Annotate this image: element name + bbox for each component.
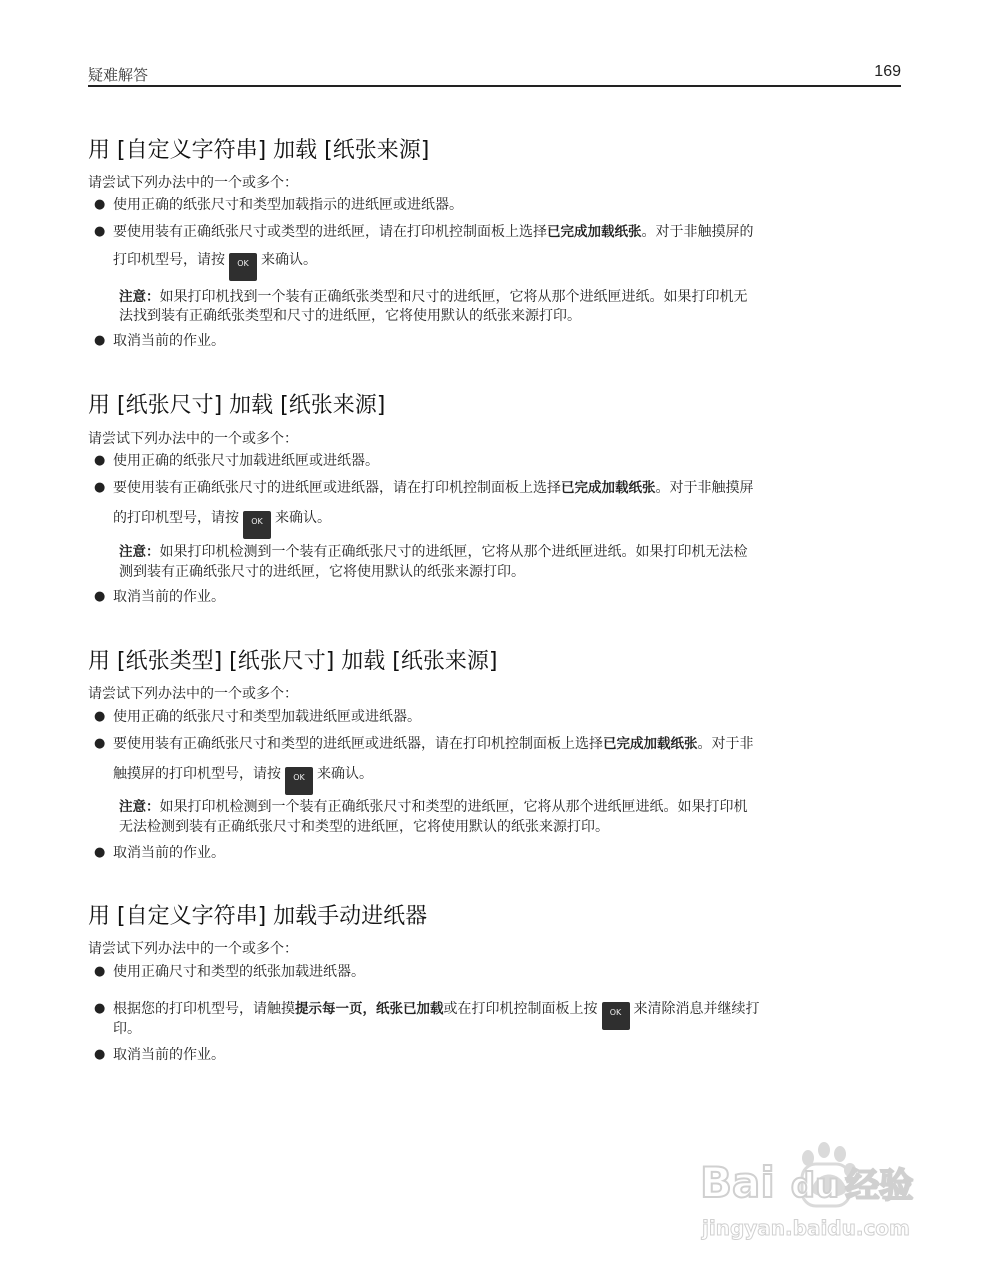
watermark-brand-du: du <box>790 1166 840 1206</box>
bullet: ● <box>94 333 106 348</box>
list-item-text: 根据您的打印机型号，请触摸 <box>113 1001 295 1017</box>
list-item-text: 来确认。 <box>317 766 373 782</box>
ok-button-icon: OK <box>285 767 313 795</box>
section-intro: 请尝试下列办法中的一个或多个： <box>88 175 298 191</box>
note-label: 注意： <box>119 544 160 560</box>
note-text: 如果打印机检测到一个装有正确纸张尺寸和类型的进纸匣，它将从那个进纸匣进纸。如果打印机 <box>159 799 748 815</box>
list-item-text: 来确认。 <box>275 510 331 526</box>
running-header-title: 疑难解答 <box>88 66 149 84</box>
watermark-suffix: 经验 <box>845 1166 914 1206</box>
section-intro: 请尝试下列办法中的一个或多个： <box>88 686 298 702</box>
ui-option-label: 提示每一页，纸张已加载 <box>295 1001 444 1017</box>
list-item-text: 印。 <box>113 1021 141 1037</box>
list-item-text: 要使用装有正确纸张尺寸和类型的进纸匣或进纸器，请在打印机控制面板上选择 <box>113 736 603 752</box>
section-intro: 请尝试下列办法中的一个或多个： <box>88 941 298 957</box>
bullet: ● <box>94 224 106 239</box>
list-item-text: 要使用装有正确纸张尺寸或类型的进纸匣，请在打印机控制面板上选择 <box>113 224 547 240</box>
list-item-text: 。对于非 <box>697 736 754 752</box>
ui-option-label: 已完成加载纸张 <box>603 736 698 752</box>
list-item-text: 来清除消息并继续打 <box>633 1001 760 1017</box>
list-item-text: 。对于非触摸屏的 <box>641 224 754 240</box>
list-item-text: 取消当前的作业。 <box>113 1047 225 1063</box>
list-item-text: 使用正确的纸张尺寸加载进纸匣或进纸器。 <box>113 453 379 469</box>
bullet: ● <box>94 453 106 468</box>
note-text: 如果打印机找到一个装有正确纸张类型和尺寸的进纸匣，它将从那个进纸匣进纸。如果打印机无 <box>159 289 748 305</box>
header-rule <box>88 85 901 87</box>
list-item-text: 或在打印机控制面板上按 <box>443 1001 598 1017</box>
list-item-text: 的打印机型号，请按 <box>113 510 239 526</box>
list-item-text: 使用正确的纸张尺寸和类型加载进纸匣或进纸器。 <box>113 709 421 725</box>
ok-button-icon: OK <box>229 253 257 281</box>
list-item-text: 。对于非触摸屏 <box>655 480 754 496</box>
bullet: ● <box>94 1047 106 1062</box>
note-label: 注意： <box>119 799 160 815</box>
bullet: ● <box>94 1001 106 1016</box>
bullet: ● <box>94 589 106 604</box>
watermark-url: jingyan.baidu.com <box>702 1216 910 1240</box>
list-item-text: 取消当前的作业。 <box>113 333 225 349</box>
bullet: ● <box>94 480 106 495</box>
note-text: 测到装有正确纸张尺寸的进纸匣，它将使用默认的纸张来源打印。 <box>119 564 525 580</box>
watermark-brand: Bai <box>700 1158 775 1207</box>
note-text: 无法检测到装有正确纸张尺寸和类型的进纸匣，它将使用默认的纸张来源打印。 <box>119 819 609 835</box>
ok-button-icon: OK <box>602 1002 630 1030</box>
section-title: 用 [纸张尺寸] 加载 [纸张来源] <box>88 393 386 418</box>
ui-option-label: 已完成加载纸张 <box>547 224 642 240</box>
note-label: 注意： <box>119 289 160 305</box>
baidu-jingyan-watermark <box>700 1140 930 1260</box>
list-item-text: 使用正确的纸张尺寸和类型加载指示的进纸匣或进纸器。 <box>113 197 463 213</box>
bullet: ● <box>94 709 106 724</box>
page-number: 169 <box>874 63 901 80</box>
list-item-text: 触摸屏的打印机型号，请按 <box>113 766 281 782</box>
section-intro: 请尝试下列办法中的一个或多个： <box>88 431 298 447</box>
list-item-text: 取消当前的作业。 <box>113 845 225 861</box>
section-title: 用 [纸张类型] [纸张尺寸] 加载 [纸张来源] <box>88 649 498 674</box>
list-item-text: 来确认。 <box>261 252 317 268</box>
section-title: 用 [自定义字符串] 加载 [纸张来源] <box>88 138 430 163</box>
note-text: 如果打印机检测到一个装有正确纸张尺寸的进纸匣，它将从那个进纸匣进纸。如果打印机无法检 <box>159 544 748 560</box>
list-item-text: 取消当前的作业。 <box>113 589 225 605</box>
ok-button-icon: OK <box>243 511 271 539</box>
list-item-text: 要使用装有正确纸张尺寸的进纸匣或进纸器，请在打印机控制面板上选择 <box>113 480 561 496</box>
bullet: ● <box>94 964 106 979</box>
ui-option-label: 已完成加载纸张 <box>561 480 656 496</box>
bullet: ● <box>94 197 106 212</box>
bullet: ● <box>94 845 106 860</box>
section-title: 用 [自定义字符串] 加载手动进纸器 <box>88 904 428 929</box>
note-text: 法找到装有正确纸张类型和尺寸的进纸匣，它将使用默认的纸张来源打印。 <box>119 308 581 324</box>
bullet: ● <box>94 736 106 751</box>
list-item-text: 打印机型号，请按 <box>113 252 225 268</box>
list-item-text: 使用正确尺寸和类型的纸张加载进纸器。 <box>113 964 365 980</box>
